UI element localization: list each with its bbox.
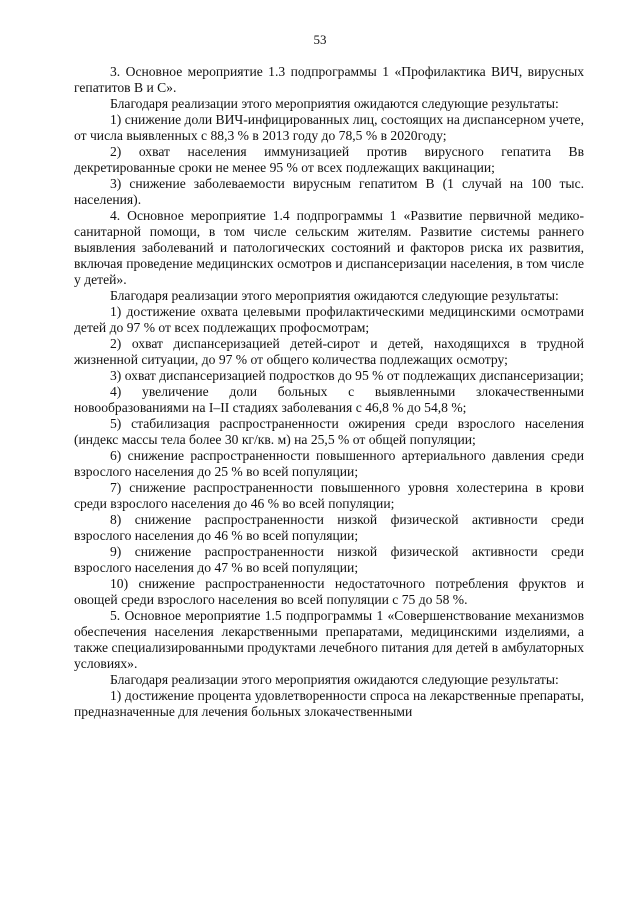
paragraph: 3. Основное мероприятие 1.3 подпрограммы 1 «Профилактика ВИЧ, вирусных гепатитов В и С». [74, 64, 584, 95]
paragraph: 5) стабилизация распространенности ожирения среди взрослого населения (индекс массы тела более 30 кг/кв. м) на 25,5 % от общей популяции; [74, 416, 584, 447]
paragraph: 2) охват диспансеризацией детей-сирот и детей, находящихся в трудной жизненной ситуации, до 97 % от общего количества подлежащих осмотру; [74, 336, 584, 367]
paragraph: 6) снижение распространенности повышенного артериального давления среди взрослого населения до 25 % во всей популяции; [74, 448, 584, 479]
page-number: 53 [313, 32, 327, 47]
paragraph: Благодаря реализации этого мероприятия ожидаются следующие результаты: [110, 96, 559, 111]
paragraph: 3) охват диспансеризацией подростков до 95 % от подлежащих диспансеризации; [110, 368, 584, 383]
paragraph: 1) достижение процента удовлетворенности спроса на лекарственные препараты, предназначенные для лечения больных злокачественными [74, 688, 584, 719]
paragraph: 4. Основное мероприятие 1.4 подпрограммы 1 «Развитие первичной медико-санитарной помощи, в том числе сельским жителям. Развитие системы раннего выявления заболеваний и патологических состояний и факторов риска их развития, включая проведение медицинских осмотров и диспансеризации населения, в том числе у детей». [74, 208, 584, 287]
paragraph: 5. Основное мероприятие 1.5 подпрограммы 1 «Совершенствование механизмов обеспечения населения лекарственными препаратами, медицинскими изделиями, а также специализированными продуктами лечебного питания для детей в амбулаторных условиях». [74, 608, 584, 671]
paragraph: 7) снижение распространенности повышенного уровня холестерина в крови среди взрослого населения до 46 % во всей популяции; [74, 480, 584, 511]
paragraph: 4) увеличение доли больных с выявленными злокачественными новообразованиями на I–II стадиях заболевания с 46,8 % до 54,8 %; [74, 384, 584, 415]
document-body [74, 64, 584, 720]
paragraph: 10) снижение распространенности недостаточного потребления фруктов и овощей среди взрослого населения во всей популяции с 75 до 58 %. [74, 576, 584, 607]
paragraph: 9) снижение распространенности низкой физической активности среди взрослого населения до 47 % во всей популяции; [74, 544, 584, 575]
paragraph: 1) достижение охвата целевыми профилактическими медицинскими осмотрами детей до 97 % от всех подлежащих профосмотрам; [74, 304, 584, 335]
paragraph: 3) снижение заболеваемости вирусным гепатитом В (1 случай на 100 тыс. населения). [74, 176, 584, 207]
paragraph: 1) снижение доли ВИЧ-инфицированных лиц, состоящих на диспансерном учете, от числа выявленных с 88,3 % в 2013 году до 78,5 % в 2020году; [74, 112, 584, 143]
paragraph: Благодаря реализации этого мероприятия ожидаются следующие результаты: [110, 288, 559, 303]
paragraph: 2) охват населения иммунизацией против вирусного гепатита Вв декретированные сроки не менее 95 % от всех подлежащих вакцинации; [74, 144, 584, 175]
paragraph: Благодаря реализации этого мероприятия ожидаются следующие результаты: [110, 672, 559, 687]
paragraph: 8) снижение распространенности низкой физической активности среди взрослого населения до 46 % во всей популяции; [74, 512, 584, 543]
